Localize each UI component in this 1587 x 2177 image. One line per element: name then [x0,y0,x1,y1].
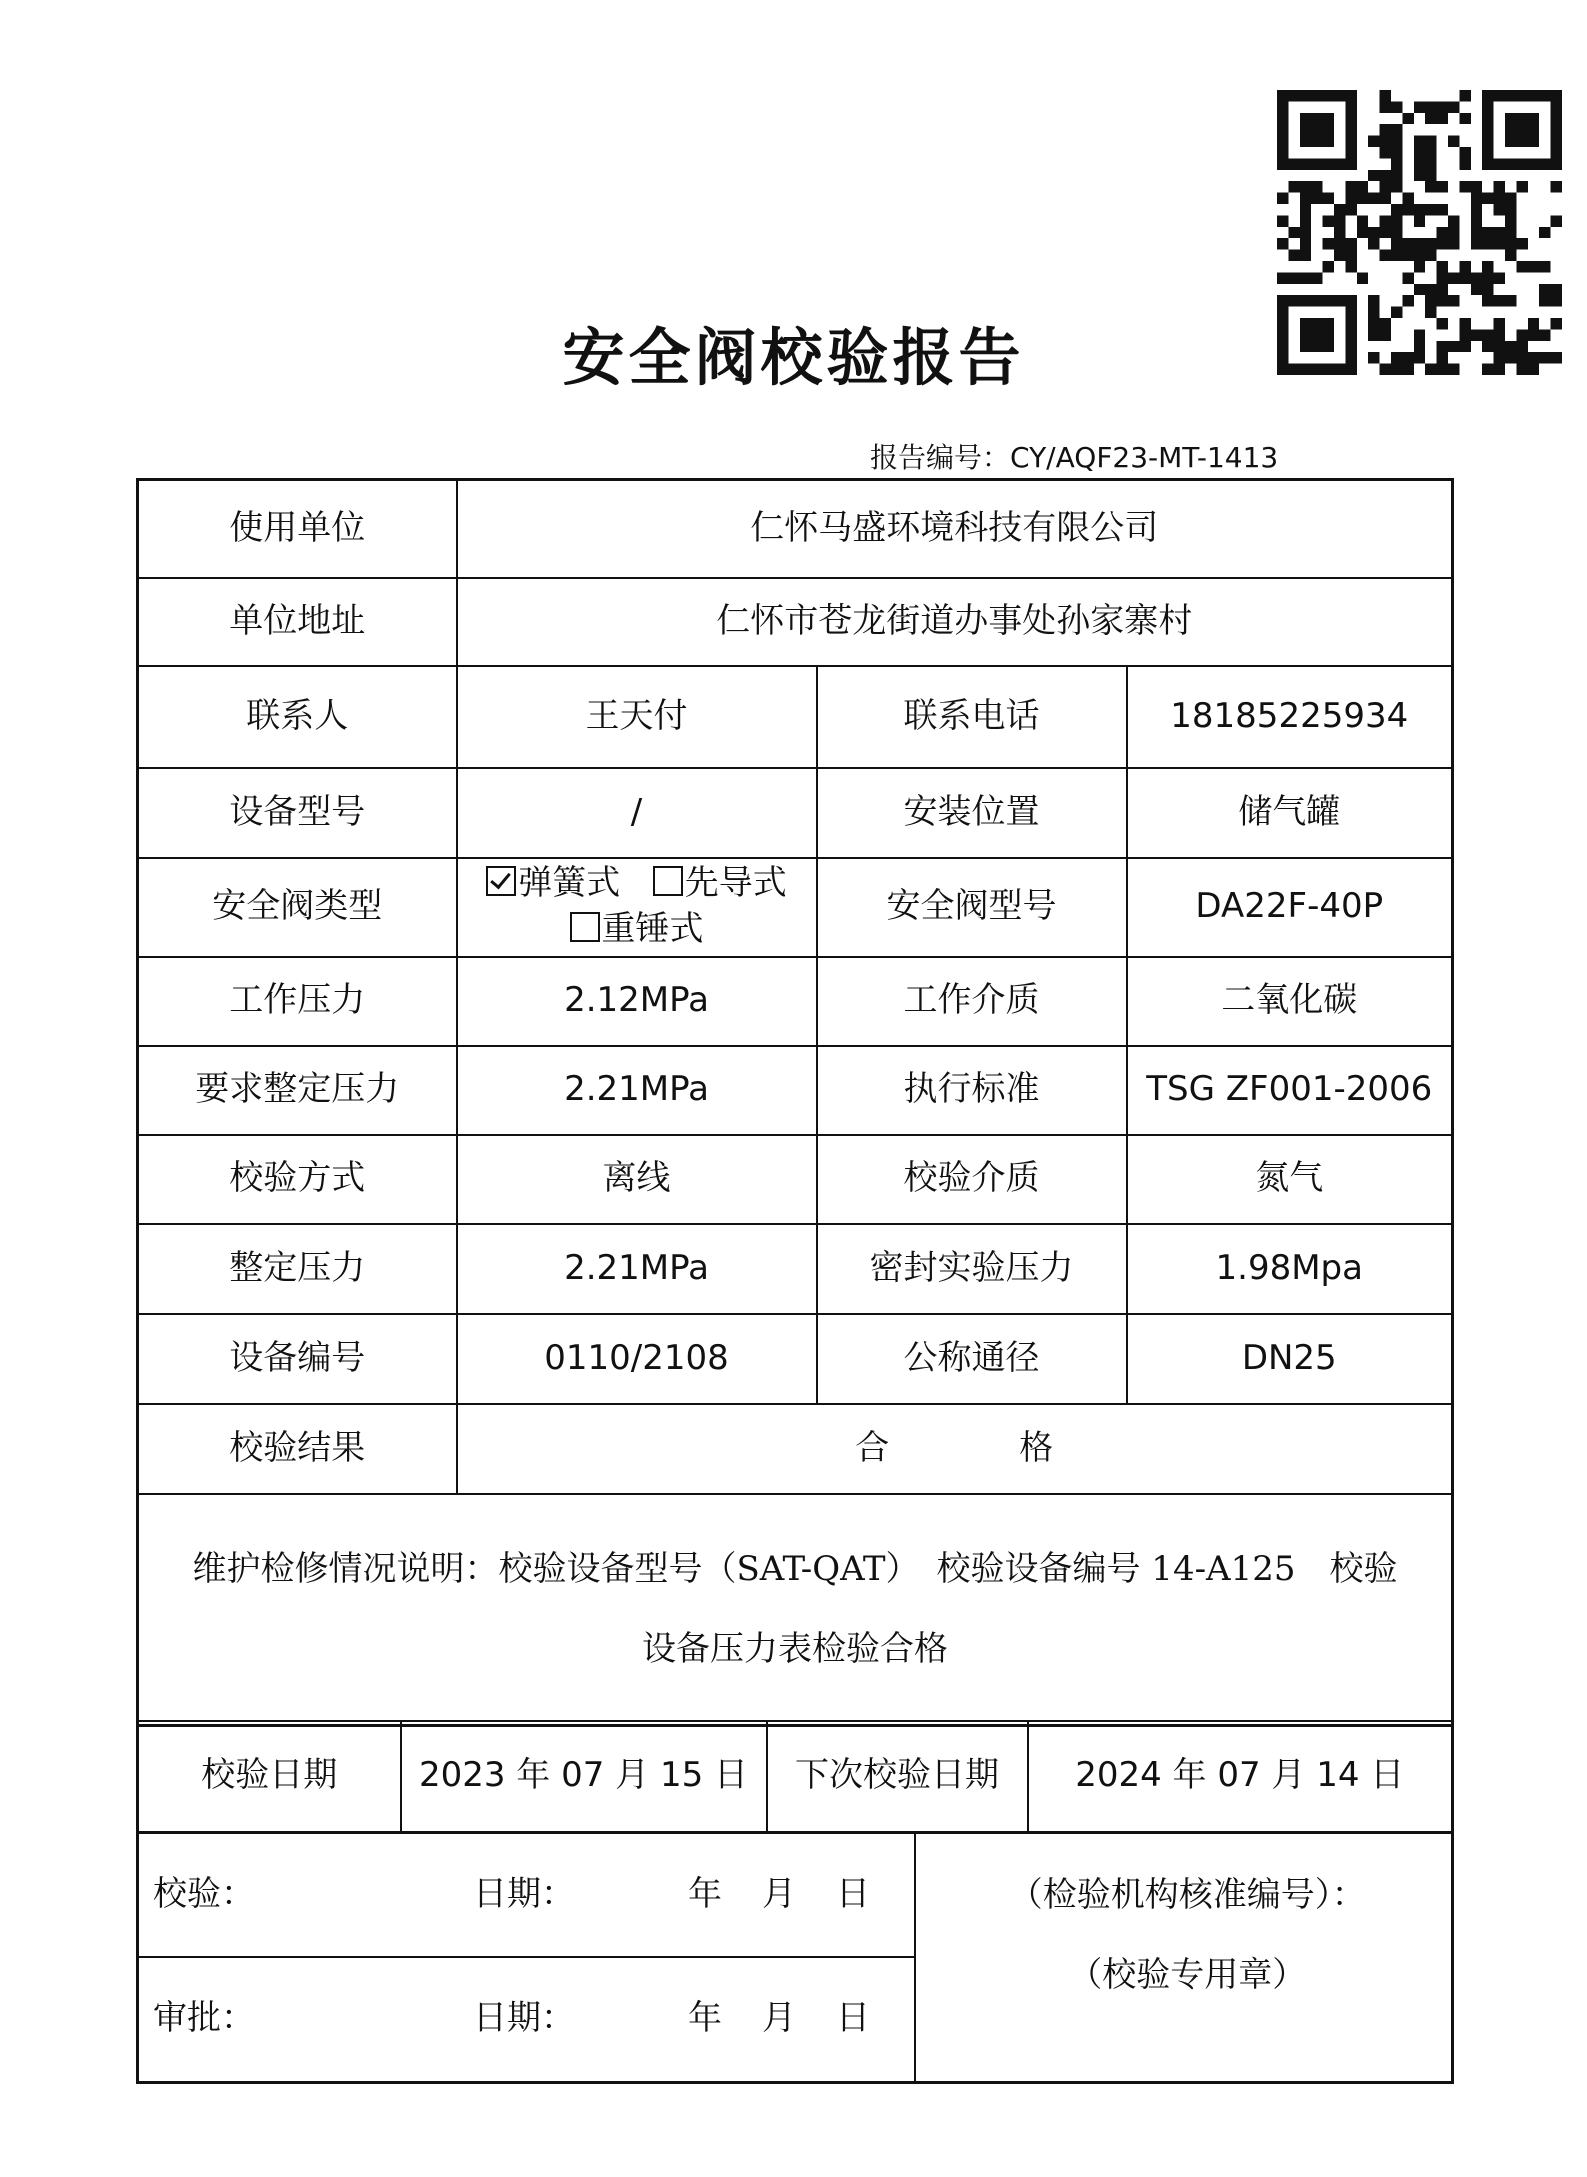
medium-label: 工作介质 [817,957,1127,1046]
test-date-label: 校验日期 [138,1721,401,1832]
required-pressure-value: 2.21MPa [457,1046,817,1135]
report-title: 安全阀校验报告 [562,321,1025,394]
work-pressure-value: 2.12MPa [457,957,817,1046]
signature-table [136,1831,1454,2084]
seal-area [915,1832,1453,2082]
valve-type-option-2: 先导式 [684,863,787,904]
inspector-label: 校验： [153,1873,255,1914]
valve-type-options [457,858,817,957]
inspector-day: 日 [836,1873,870,1914]
approver-date-label: 日期： [473,1998,575,2039]
valve-model-label: 安全阀型号 [817,858,1127,957]
work-pressure-label: 工作压力 [138,957,457,1046]
inspector-row [138,1832,915,1957]
model-value: / [457,768,817,858]
location-label: 安装位置 [817,768,1127,858]
test-medium-value: 氮气 [1127,1135,1453,1224]
approver-label: 审批： [153,1998,255,2039]
inspector-month: 月 [762,1873,796,1914]
valve-type-line-2 [464,907,810,953]
test-date-value: 2023 年 07 月 15 日 [401,1721,767,1832]
required-pressure-label: 要求整定压力 [138,1046,457,1135]
equipment-number-value: 0110/2108 [457,1314,817,1404]
report-number-label: 报告编号： [870,441,1011,474]
test-medium-label: 校验介质 [817,1135,1127,1224]
contact-label: 联系人 [138,666,457,768]
method-value: 离线 [457,1135,817,1224]
result-value [457,1404,1453,1494]
unit-value: 仁怀马盛环境科技有限公司 [457,480,1453,578]
nominal-diameter-value: DN25 [1127,1314,1453,1404]
valve-type-label: 安全阀类型 [138,858,457,957]
notes-line-1: 维护检修情况说明：校验设备型号（SAT-QAT） 校验设备编号 14-A125 校验 [192,1549,1398,1590]
approver-year: 年 [688,1998,722,2039]
seal-pressure-label: 密封实验压力 [817,1224,1127,1314]
address-value: 仁怀市苍龙街道办事处孙家寨村 [457,578,1453,666]
result-label: 校验结果 [138,1404,457,1494]
approver-day: 日 [836,1998,870,2039]
address-label: 单位地址 [138,578,457,666]
medium-value: 二氧化碳 [1127,957,1453,1046]
result-char-1: 合 [855,1427,890,1468]
standard-value: TSG ZF001-2006 [1127,1046,1453,1135]
result-char-2: 格 [1019,1427,1054,1468]
inspector-year: 年 [688,1873,722,1914]
phone-label: 联系电话 [817,666,1127,768]
next-date-label: 下次校验日期 [767,1721,1028,1832]
location-value: 储气罐 [1127,768,1453,858]
dates-table [136,1720,1454,1834]
standard-label: 执行标准 [817,1046,1127,1135]
unit-label: 使用单位 [138,480,457,578]
set-pressure-value: 2.21MPa [457,1224,817,1314]
approver-row [138,1957,915,2082]
valve-type-option-3: 重锤式 [601,909,704,949]
model-label: 设备型号 [138,768,457,858]
contact-value: 王天付 [457,666,817,768]
seal-pressure-value: 1.98Mpa [1127,1224,1453,1314]
maintenance-notes [138,1494,1453,1726]
method-label: 校验方式 [138,1135,457,1224]
valve-type-line-1 [464,861,810,907]
valve-type-option-1: 弹簧式 [518,863,621,904]
valve-type-checkbox-2[interactable] [653,866,683,896]
equipment-number-label: 设备编号 [138,1314,457,1404]
info-table [136,478,1454,1727]
inspection-seal: （校验专用章） [1068,1955,1307,1995]
phone-value: 18185225934 [1127,666,1453,768]
report-number-value: CY/AQF23-MT-1413 [1010,441,1279,474]
report-number [870,436,1278,476]
valve-type-checkbox-1[interactable] [486,866,516,896]
inspector-date-label: 日期： [473,1873,575,1914]
valve-type-checkbox-3[interactable] [570,912,600,942]
approver-month: 月 [762,1998,796,2039]
valve-model-value: DA22F-40P [1127,858,1453,957]
set-pressure-label: 整定压力 [138,1224,457,1314]
notes-line-2: 设备压力表检验合格 [642,1629,948,1670]
org-approval-number: （检验机构核准编号）： [1008,1875,1366,1915]
next-date-value: 2024 年 07 月 14 日 [1028,1721,1453,1832]
nominal-diameter-label: 公称通径 [817,1314,1127,1404]
